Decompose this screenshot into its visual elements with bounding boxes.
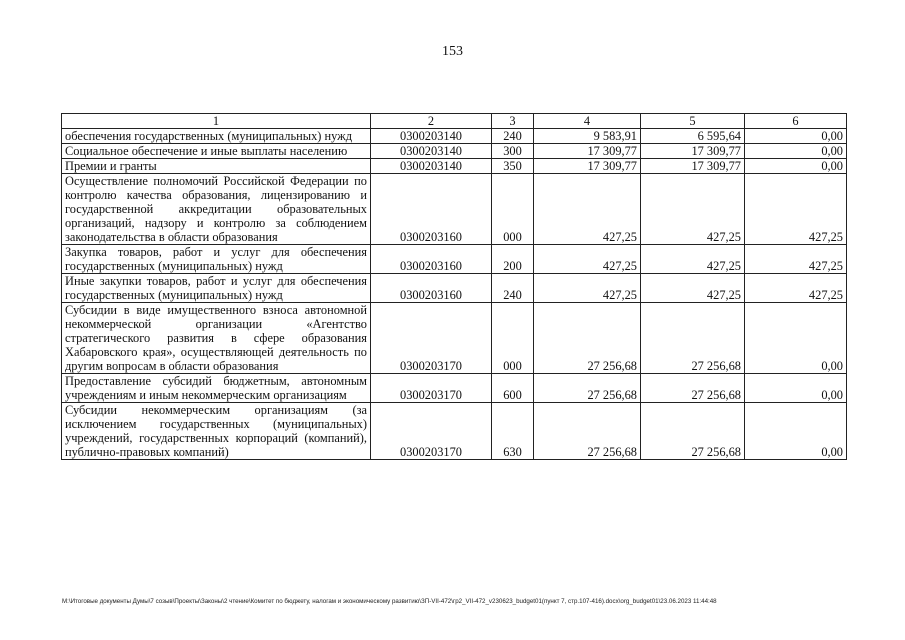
document-footer-path: M:\Итоговые документы Думы\7 созыв\Проекты\Законы\2 чтение\Комитет по бюджету, налогам и экономическому развитию\ЗП-VII-472\гр2_VII-472_v230623_budget01(пункт 7, стр.107-416).docx\org_budget01\23.06.2023 11:44:48 bbox=[62, 598, 717, 605]
row-value-col4: 9 583,91 bbox=[534, 129, 641, 144]
row-target-code: 0300203140 bbox=[371, 129, 492, 144]
row-expense-type: 240 bbox=[492, 129, 534, 144]
row-expense-type: 200 bbox=[492, 245, 534, 274]
row-target-code: 0300203160 bbox=[371, 245, 492, 274]
page-number: 153 bbox=[442, 44, 463, 59]
row-value-col4: 27 256,68 bbox=[534, 403, 641, 460]
table-row bbox=[62, 245, 847, 274]
row-value-col5: 27 256,68 bbox=[641, 403, 745, 460]
row-expense-type: 240 bbox=[492, 274, 534, 303]
table-row bbox=[62, 274, 847, 303]
row-value-col5: 427,25 bbox=[641, 245, 745, 274]
row-value-col4: 17 309,77 bbox=[534, 144, 641, 159]
budget-table bbox=[61, 113, 847, 460]
table-row bbox=[62, 174, 847, 245]
row-value-col4: 17 309,77 bbox=[534, 159, 641, 174]
row-target-code: 0300203140 bbox=[371, 159, 492, 174]
row-target-code: 0300203170 bbox=[371, 374, 492, 403]
row-name: Субсидии в виде имущественного взноса автономной некоммерческой организации «Агентство стратегического развития в сфере образования Хабаровского края», осуществляющей деятельность по другим вопросам в области образования bbox=[62, 303, 371, 374]
row-expense-type: 000 bbox=[492, 303, 534, 374]
row-value-col6: 0,00 bbox=[745, 403, 847, 460]
table-row bbox=[62, 403, 847, 460]
row-value-col4: 27 256,68 bbox=[534, 374, 641, 403]
row-name: Премии и гранты bbox=[62, 159, 371, 174]
table-row bbox=[62, 159, 847, 174]
row-value-col6: 0,00 bbox=[745, 374, 847, 403]
row-value-col5: 427,25 bbox=[641, 174, 745, 245]
header-col-3: 3 bbox=[492, 114, 534, 129]
row-name: Закупка товаров, работ и услуг для обеспечения государственных (муниципальных) нужд bbox=[62, 245, 371, 274]
header-col-4: 4 bbox=[534, 114, 641, 129]
header-col-1: 1 bbox=[62, 114, 371, 129]
header-col-6: 6 bbox=[745, 114, 847, 129]
row-name: Предоставление субсидий бюджетным, автономным учреждениям и иным некоммерческим организациям bbox=[62, 374, 371, 403]
row-expense-type: 300 bbox=[492, 144, 534, 159]
row-expense-type: 000 bbox=[492, 174, 534, 245]
row-value-col4: 27 256,68 bbox=[534, 303, 641, 374]
row-target-code: 0300203170 bbox=[371, 303, 492, 374]
row-expense-type: 630 bbox=[492, 403, 534, 460]
row-name: Иные закупки товаров, работ и услуг для обеспечения государственных (муниципальных) нужд bbox=[62, 274, 371, 303]
table-row bbox=[62, 374, 847, 403]
row-name: Социальное обеспечение и иные выплаты населению bbox=[62, 144, 371, 159]
row-value-col6: 427,25 bbox=[745, 245, 847, 274]
table-row bbox=[62, 144, 847, 159]
row-target-code: 0300203170 bbox=[371, 403, 492, 460]
row-value-col4: 427,25 bbox=[534, 174, 641, 245]
row-value-col5: 6 595,64 bbox=[641, 129, 745, 144]
row-value-col6: 0,00 bbox=[745, 129, 847, 144]
row-name: Субсидии некоммерческим организациям (за исключением государственных (муниципальных) учреждений, государственных корпораций (компаний), публично-правовых компаний) bbox=[62, 403, 371, 460]
row-target-code: 0300203160 bbox=[371, 174, 492, 245]
row-target-code: 0300203160 bbox=[371, 274, 492, 303]
table-row bbox=[62, 129, 847, 144]
header-col-2: 2 bbox=[371, 114, 492, 129]
row-value-col5: 27 256,68 bbox=[641, 374, 745, 403]
row-value-col5: 17 309,77 bbox=[641, 144, 745, 159]
row-target-code: 0300203140 bbox=[371, 144, 492, 159]
row-value-col6: 427,25 bbox=[745, 274, 847, 303]
table-header-row bbox=[62, 114, 847, 129]
row-expense-type: 350 bbox=[492, 159, 534, 174]
row-value-col5: 27 256,68 bbox=[641, 303, 745, 374]
row-expense-type: 600 bbox=[492, 374, 534, 403]
row-value-col4: 427,25 bbox=[534, 245, 641, 274]
row-value-col6: 0,00 bbox=[745, 144, 847, 159]
row-value-col6: 427,25 bbox=[745, 174, 847, 245]
row-value-col6: 0,00 bbox=[745, 303, 847, 374]
table-row bbox=[62, 303, 847, 374]
header-col-5: 5 bbox=[641, 114, 745, 129]
row-value-col5: 17 309,77 bbox=[641, 159, 745, 174]
row-name: Осуществление полномочий Российской Федерации по контролю качества образования, лицензированию и государственной аккредитации образовательных организаций, надзору и контролю за соблюдением законодательства в области образования bbox=[62, 174, 371, 245]
row-value-col5: 427,25 bbox=[641, 274, 745, 303]
row-value-col4: 427,25 bbox=[534, 274, 641, 303]
row-name: обеспечения государственных (муниципальных) нужд bbox=[62, 129, 371, 144]
row-value-col6: 0,00 bbox=[745, 159, 847, 174]
